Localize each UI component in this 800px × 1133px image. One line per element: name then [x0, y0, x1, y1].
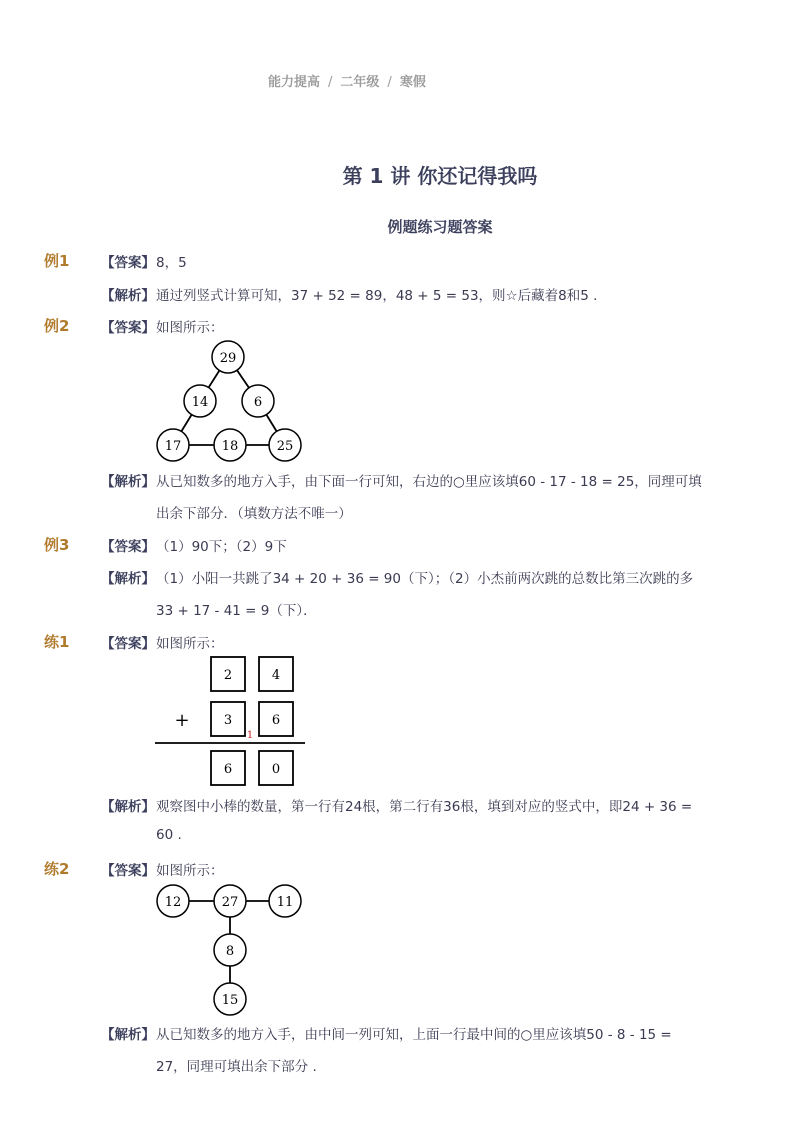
breadcrumb-sep: /: [328, 75, 333, 90]
answer-tag: 【答案】: [101, 255, 155, 271]
answer-tag: 【答案】: [101, 320, 155, 336]
box-digit: 2: [223, 668, 233, 683]
example-2-answer: 如图所示：: [156, 320, 224, 336]
page-title: 第 1 讲 你还记得我吗: [342, 164, 538, 188]
circle-value: 11: [276, 895, 294, 910]
circle-value: 17: [164, 439, 182, 454]
triangle-diagram: [150, 335, 310, 465]
circle-value: 12: [164, 895, 182, 910]
carry-digit: 1: [246, 730, 254, 741]
circle-value: 29: [219, 351, 237, 366]
circle-value: 25: [276, 439, 294, 454]
box-digit: 6: [271, 713, 281, 728]
box-digit: 4: [271, 668, 281, 683]
box-digit: 3: [223, 713, 233, 728]
breadcrumb-sep: /: [387, 75, 392, 90]
example-1-analysis: 通过列竖式计算可知，37 + 52 = 89，48 + 5 = 53，则☆后藏着8和5 .: [156, 288, 598, 304]
breadcrumb-part-1: 能力提高: [268, 75, 321, 90]
plus-sign: +: [174, 710, 190, 731]
circle-value: 8: [225, 944, 235, 959]
analysis-tag: 【解析】: [101, 474, 155, 490]
practice-1-analysis-line-1: 观察图中小棒的数量，第一行有24根，第二行有36根，填到对应的竖式中，即24 + 36 =: [156, 799, 693, 815]
practice-2-label: 练2: [44, 860, 70, 878]
answer-tag: 【答案】: [101, 863, 155, 879]
practice-2-answer: 如图所示：: [156, 863, 224, 879]
answer-tag: 【答案】: [101, 539, 155, 555]
circle-value: 18: [221, 439, 239, 454]
example-1-label: 例1: [44, 252, 70, 270]
circle-value: 27: [221, 895, 239, 910]
box-digit: 0: [271, 762, 281, 777]
breadcrumb-part-3: 寒假: [399, 75, 426, 90]
box-digit: 6: [223, 762, 233, 777]
analysis-tag: 【解析】: [101, 1027, 155, 1043]
circle-value: 14: [191, 395, 209, 410]
analysis-tag: 【解析】: [101, 799, 155, 815]
example-2-label: 例2: [44, 317, 70, 335]
page-subtitle: 例题练习题答案: [387, 218, 493, 236]
answer-tag: 【答案】: [101, 636, 155, 652]
example-3-analysis-line-2: 33 + 17 - 41 = 9（下）．: [156, 603, 317, 619]
breadcrumb: [268, 71, 426, 90]
practice-2-analysis-line-2: 27，同理可填出余下部分 .: [156, 1059, 317, 1075]
vertical-addition-diagram: [150, 650, 315, 790]
practice-1-answer: 如图所示：: [156, 636, 224, 652]
example-3-answer: （1）90下；（2）9下: [156, 539, 287, 555]
example-3-label: 例3: [44, 536, 70, 554]
example-2-analysis-line-1: 从已知数多的地方入手，由下面一行可知，右边的○里应该填60 - 17 - 18 = 25，同理可填: [156, 474, 702, 490]
practice-1-label: 练1: [44, 633, 70, 651]
analysis-tag: 【解析】: [101, 288, 155, 304]
t-shape-diagram: [150, 880, 310, 1020]
practice-1-analysis-line-2: 60 .: [156, 827, 182, 843]
breadcrumb-part-2: 二年级: [340, 75, 380, 90]
example-2-analysis-line-2: 出余下部分．（填数方法不唯一）: [156, 506, 352, 522]
example-3-analysis-line-1: （1）小阳一共跳了34 + 20 + 36 = 90（下）；（2）小杰前两次跳的总数比第三次跳的多: [156, 571, 694, 587]
circle-value: 15: [221, 993, 239, 1008]
analysis-tag: 【解析】: [101, 571, 155, 587]
circle-value: 6: [253, 395, 263, 410]
example-1-answer: 8，5: [156, 255, 187, 271]
practice-2-analysis-line-1: 从已知数多的地方入手，由中间一列可知，上面一行最中间的○里应该填50 - 8 - 15 =: [156, 1027, 672, 1043]
